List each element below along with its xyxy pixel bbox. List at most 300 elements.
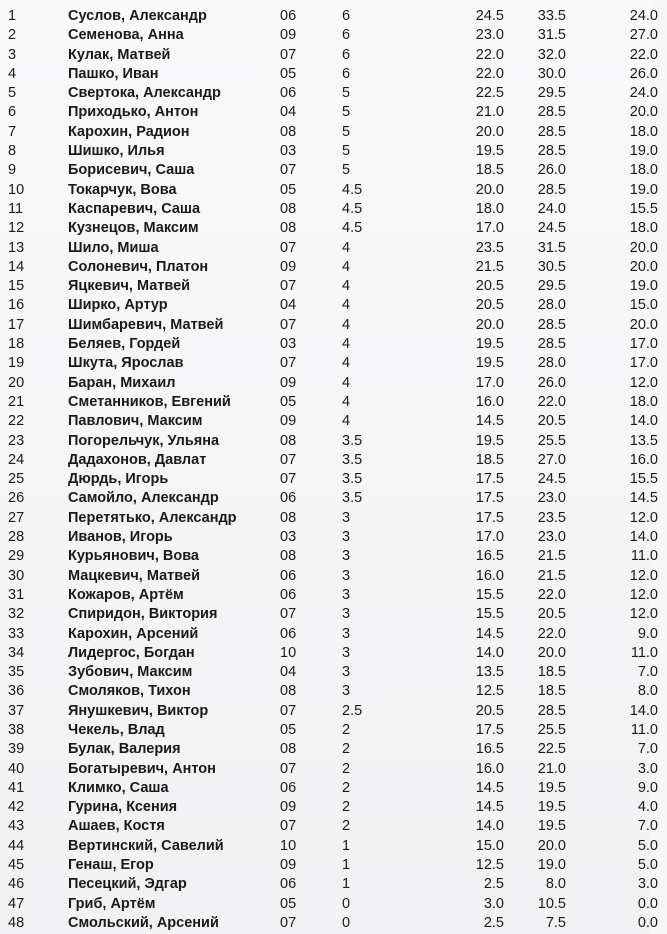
score-b-cell: 29.5 — [537, 278, 566, 295]
points-cell: 2.5 — [342, 702, 363, 719]
points-cell: 4 — [342, 297, 351, 314]
grade-cell: 07 — [280, 471, 297, 488]
player-name-cell: Булак, Валерия — [68, 741, 181, 758]
score-c-cell: 15.5 — [629, 471, 658, 488]
grade-cell: 07 — [280, 278, 297, 295]
table-row — [0, 296, 667, 315]
player-name-cell: Чекель, Влад — [68, 721, 165, 738]
score-a-cell: 20.5 — [475, 702, 504, 719]
score-b-cell: 18.5 — [537, 664, 566, 681]
grade-cell: 04 — [280, 664, 297, 681]
score-a-cell: 20.0 — [475, 123, 504, 140]
player-name-cell: Каспаревич, Саша — [68, 200, 201, 217]
score-a-cell: 16.0 — [475, 760, 504, 777]
table-row — [0, 219, 667, 238]
rank-cell: 12 — [8, 220, 25, 237]
player-name-cell: Дадахонов, Давлат — [68, 451, 207, 468]
points-cell: 2 — [342, 818, 351, 835]
score-a-cell: 17.5 — [475, 509, 504, 526]
points-cell: 3.5 — [342, 471, 363, 488]
table-row — [0, 567, 667, 586]
player-name-cell: Иванов, Игорь — [68, 529, 173, 546]
score-b-cell: 22.0 — [537, 586, 566, 603]
rank-cell: 13 — [8, 239, 25, 256]
score-b-cell: 33.5 — [537, 8, 566, 24]
score-a-cell: 17.5 — [475, 721, 504, 738]
grade-cell: 07 — [280, 606, 297, 623]
rank-cell: 36 — [8, 683, 25, 700]
player-name-cell: Борисевич, Саша — [68, 162, 195, 179]
rank-cell: 44 — [8, 837, 25, 854]
player-name-cell: Ашаев, Костя — [68, 818, 165, 835]
score-c-cell: 24.0 — [629, 85, 658, 102]
rank-cell: 9 — [8, 162, 17, 179]
rank-cell: 22 — [8, 413, 25, 430]
score-c-cell: 11.0 — [630, 644, 658, 661]
points-cell: 4 — [342, 374, 351, 391]
points-cell: 2 — [342, 760, 351, 777]
table-row — [0, 895, 667, 914]
player-name-cell: Кожаров, Артём — [68, 586, 184, 603]
score-a-cell: 18.5 — [475, 451, 504, 468]
score-a-cell: 15.5 — [475, 586, 504, 603]
rank-cell: 17 — [8, 316, 25, 333]
points-cell: 1 — [342, 857, 351, 874]
score-b-cell: 18.5 — [537, 683, 566, 700]
grade-cell: 07 — [280, 316, 297, 333]
grade-cell: 06 — [280, 779, 297, 796]
score-c-cell: 7.0 — [637, 818, 658, 835]
player-name-cell: Курьянович, Вова — [68, 548, 199, 565]
grade-cell: 09 — [280, 799, 297, 816]
score-c-cell: 9.0 — [637, 625, 658, 642]
player-name-cell: Погорельчук, Ульяна — [68, 432, 220, 449]
table-row — [0, 509, 667, 528]
score-c-cell: 20.0 — [629, 316, 658, 333]
score-b-cell: 31.5 — [537, 239, 566, 256]
rank-cell: 5 — [8, 85, 17, 102]
points-cell: 2 — [342, 779, 351, 796]
player-name-cell: Беляев, Гордей — [68, 336, 181, 353]
score-a-cell: 14.5 — [475, 779, 504, 796]
table-row — [0, 181, 667, 200]
rank-cell: 40 — [8, 760, 25, 777]
grade-cell: 09 — [280, 413, 297, 430]
grade-cell: 06 — [280, 85, 297, 102]
table-row — [0, 374, 667, 393]
table-row — [0, 84, 667, 103]
player-name-cell: Генаш, Егор — [68, 857, 154, 874]
player-name-cell: Зубович, Максим — [68, 664, 193, 681]
grade-cell: 07 — [280, 451, 297, 468]
points-cell: 3 — [342, 664, 351, 681]
grade-cell: 05 — [280, 181, 297, 198]
grade-cell: 08 — [280, 432, 297, 449]
score-c-cell: 20.0 — [629, 104, 658, 121]
points-cell: 3 — [342, 683, 351, 700]
score-c-cell: 16.0 — [629, 451, 658, 468]
score-c-cell: 15.5 — [629, 200, 658, 217]
score-a-cell: 17.5 — [475, 490, 504, 507]
score-c-cell: 15.0 — [629, 297, 658, 314]
table-row — [0, 26, 667, 45]
grade-cell: 04 — [280, 297, 297, 314]
points-cell: 4.5 — [342, 181, 363, 198]
table-row — [0, 470, 667, 489]
rank-cell: 28 — [8, 529, 25, 546]
player-name-cell: Сметанников, Евгений — [68, 393, 231, 410]
grade-cell: 03 — [280, 529, 297, 546]
player-name-cell: Кузнецов, Максим — [68, 220, 199, 237]
rank-cell: 7 — [8, 123, 17, 140]
score-b-cell: 28.5 — [537, 702, 566, 719]
score-b-cell: 26.0 — [537, 162, 566, 179]
grade-cell: 05 — [280, 721, 297, 738]
score-b-cell: 32.0 — [537, 46, 566, 63]
score-b-cell: 26.0 — [537, 374, 566, 391]
table-row — [0, 46, 667, 65]
rank-cell: 2 — [8, 27, 17, 44]
grade-cell: 03 — [280, 336, 297, 353]
score-a-cell: 19.5 — [475, 432, 504, 449]
score-a-cell: 21.5 — [475, 258, 504, 275]
score-c-cell: 7.0 — [637, 664, 658, 681]
grade-cell: 05 — [280, 895, 297, 912]
score-c-cell: 7.0 — [637, 741, 658, 758]
points-cell: 4 — [342, 355, 351, 372]
grade-cell: 10 — [280, 644, 297, 661]
grade-cell: 05 — [280, 65, 297, 82]
rank-cell: 47 — [8, 895, 25, 912]
score-b-cell: 20.5 — [537, 606, 566, 623]
score-b-cell: 28.0 — [537, 297, 566, 314]
grade-cell: 04 — [280, 104, 297, 121]
player-name-cell: Янушкевич, Виктор — [68, 702, 209, 719]
score-c-cell: 24.0 — [629, 8, 658, 24]
points-cell: 5 — [342, 162, 351, 179]
score-c-cell: 11.0 — [630, 721, 658, 738]
player-name-cell: Пашко, Иван — [68, 65, 159, 82]
table-row — [0, 489, 667, 508]
grade-cell: 09 — [280, 258, 297, 275]
table-row — [0, 798, 667, 817]
grade-cell: 09 — [280, 374, 297, 391]
player-name-cell: Токарчук, Вова — [68, 181, 177, 198]
player-name-cell: Климко, Саша — [68, 779, 169, 796]
player-name-cell: Шило, Миша — [68, 239, 159, 256]
rank-cell: 35 — [8, 664, 25, 681]
rank-cell: 11 — [8, 200, 24, 217]
score-a-cell: 22.0 — [475, 65, 504, 82]
table-row — [0, 142, 667, 161]
table-row — [0, 547, 667, 566]
player-name-cell: Карохин, Арсений — [68, 625, 199, 642]
table-row — [0, 393, 667, 412]
score-a-cell: 14.5 — [475, 413, 504, 430]
score-c-cell: 11.0 — [630, 548, 658, 565]
score-b-cell: 24.5 — [537, 220, 566, 237]
score-b-cell: 28.5 — [537, 336, 566, 353]
rank-cell: 32 — [8, 606, 25, 623]
points-cell: 3 — [342, 586, 351, 603]
rank-cell: 20 — [8, 374, 25, 391]
grade-cell: 07 — [280, 818, 297, 835]
score-b-cell: 19.5 — [537, 799, 566, 816]
score-b-cell: 20.5 — [537, 413, 566, 430]
table-row — [0, 239, 667, 258]
score-b-cell: 21.5 — [537, 548, 566, 565]
grade-cell: 06 — [280, 876, 297, 893]
player-name-cell: Самойло, Александр — [68, 490, 219, 507]
table-row — [0, 123, 667, 142]
player-name-cell: Шкута, Ярослав — [68, 355, 184, 372]
rank-cell: 6 — [8, 104, 17, 121]
rank-cell: 4 — [8, 65, 17, 82]
score-c-cell: 22.0 — [629, 46, 658, 63]
points-cell: 4 — [342, 336, 351, 353]
grade-cell: 09 — [280, 27, 297, 44]
score-b-cell: 8.0 — [545, 876, 566, 893]
score-a-cell: 14.0 — [475, 644, 504, 661]
points-cell: 4 — [342, 239, 351, 256]
table-row — [0, 316, 667, 335]
points-cell: 4 — [342, 258, 351, 275]
rank-cell: 18 — [8, 336, 25, 353]
table-row — [0, 432, 667, 451]
rank-cell: 43 — [8, 818, 25, 835]
score-c-cell: 17.0 — [629, 355, 658, 372]
grade-cell: 07 — [280, 760, 297, 777]
grade-cell: 07 — [280, 239, 297, 256]
points-cell: 3.5 — [342, 490, 363, 507]
score-c-cell: 26.0 — [629, 65, 658, 82]
table-row — [0, 914, 667, 933]
points-cell: 2 — [342, 799, 351, 816]
score-a-cell: 16.5 — [475, 548, 504, 565]
score-a-cell: 19.5 — [475, 143, 504, 160]
score-b-cell: 21.0 — [537, 760, 566, 777]
rank-cell: 16 — [8, 297, 25, 314]
grade-cell: 08 — [280, 548, 297, 565]
table-row — [0, 354, 667, 373]
player-name-cell: Свертока, Александр — [68, 85, 221, 102]
player-name-cell: Богатыревич, Антон — [68, 760, 216, 777]
player-name-cell: Смольский, Арсений — [68, 914, 219, 931]
score-c-cell: 19.0 — [629, 181, 658, 198]
grade-cell: 06 — [280, 8, 297, 24]
points-cell: 5 — [342, 104, 351, 121]
grade-cell: 10 — [280, 837, 297, 854]
rank-cell: 27 — [8, 509, 25, 526]
score-a-cell: 21.0 — [475, 104, 504, 121]
points-cell: 3.5 — [342, 432, 363, 449]
score-b-cell: 24.0 — [537, 200, 566, 217]
points-cell: 5 — [342, 85, 351, 102]
points-cell: 6 — [342, 46, 351, 63]
points-cell: 4 — [342, 393, 351, 410]
score-c-cell: 0.0 — [637, 914, 658, 931]
score-b-cell: 28.5 — [537, 316, 566, 333]
score-c-cell: 18.0 — [629, 220, 658, 237]
score-b-cell: 30.5 — [537, 258, 566, 275]
score-c-cell: 13.5 — [629, 432, 658, 449]
score-c-cell: 12.0 — [629, 374, 658, 391]
table-row — [0, 528, 667, 547]
player-name-cell: Кулак, Матвей — [68, 46, 171, 63]
grade-cell: 08 — [280, 220, 297, 237]
points-cell: 2 — [342, 741, 351, 758]
grade-cell: 08 — [280, 509, 297, 526]
grade-cell: 06 — [280, 490, 297, 507]
score-c-cell: 3.0 — [637, 760, 658, 777]
points-cell: 3 — [342, 625, 351, 642]
points-cell: 5 — [342, 123, 351, 140]
points-cell: 4.5 — [342, 200, 363, 217]
player-name-cell: Вертинский, Савелий — [68, 837, 224, 854]
rank-cell: 23 — [8, 432, 25, 449]
table-row — [0, 644, 667, 663]
rank-cell: 31 — [8, 586, 25, 603]
results-table — [0, 7, 667, 933]
points-cell: 1 — [342, 876, 351, 893]
grade-cell: 07 — [280, 162, 297, 179]
table-row — [0, 605, 667, 624]
player-name-cell: Гурина, Ксения — [68, 799, 178, 816]
player-name-cell: Мацкевич, Матвей — [68, 567, 200, 584]
table-row — [0, 721, 667, 740]
player-name-cell: Суслов, Александр — [68, 8, 207, 24]
rank-cell: 1 — [8, 8, 17, 24]
grade-cell: 08 — [280, 683, 297, 700]
score-b-cell: 20.0 — [537, 837, 566, 854]
score-a-cell: 24.5 — [475, 8, 504, 24]
points-cell: 2 — [342, 721, 351, 738]
score-c-cell: 19.0 — [629, 143, 658, 160]
score-a-cell: 12.5 — [475, 683, 504, 700]
table-row — [0, 161, 667, 180]
points-cell: 4 — [342, 278, 351, 295]
table-row — [0, 335, 667, 354]
rank-cell: 38 — [8, 721, 25, 738]
score-a-cell: 17.5 — [475, 471, 504, 488]
points-cell: 6 — [342, 27, 351, 44]
score-c-cell: 9.0 — [637, 779, 658, 796]
table-row — [0, 7, 667, 26]
table-row — [0, 760, 667, 779]
score-c-cell: 0.0 — [637, 895, 658, 912]
score-c-cell: 5.0 — [637, 837, 658, 854]
table-row — [0, 103, 667, 122]
score-a-cell: 15.5 — [475, 606, 504, 623]
rank-cell: 24 — [8, 451, 25, 468]
score-c-cell: 20.0 — [629, 239, 658, 256]
score-b-cell: 23.0 — [537, 529, 566, 546]
score-b-cell: 28.5 — [537, 181, 566, 198]
rank-cell: 25 — [8, 471, 25, 488]
score-c-cell: 3.0 — [637, 876, 658, 893]
score-c-cell: 8.0 — [637, 683, 658, 700]
rank-cell: 37 — [8, 702, 25, 719]
score-a-cell: 20.5 — [475, 297, 504, 314]
score-b-cell: 27.0 — [537, 451, 566, 468]
score-b-cell: 20.0 — [537, 644, 566, 661]
score-b-cell: 25.5 — [537, 432, 566, 449]
table-row — [0, 663, 667, 682]
rank-cell: 21 — [8, 393, 25, 410]
score-c-cell: 14.0 — [629, 702, 658, 719]
table-row — [0, 740, 667, 759]
score-a-cell: 14.5 — [475, 799, 504, 816]
score-c-cell: 20.0 — [629, 258, 658, 275]
score-c-cell: 14.0 — [629, 529, 658, 546]
points-cell: 4 — [342, 316, 351, 333]
results-table-body — [0, 7, 667, 933]
rank-cell: 14 — [8, 258, 25, 275]
score-b-cell: 25.5 — [537, 721, 566, 738]
score-b-cell: 22.5 — [537, 741, 566, 758]
points-cell: 6 — [342, 8, 351, 24]
points-cell: 4 — [342, 413, 351, 430]
score-a-cell: 3.0 — [483, 895, 504, 912]
grade-cell: 08 — [280, 123, 297, 140]
player-name-cell: Ширко, Артур — [68, 297, 168, 314]
table-row — [0, 586, 667, 605]
table-row — [0, 625, 667, 644]
player-name-cell: Шимбаревич, Матвей — [68, 316, 224, 333]
score-c-cell: 17.0 — [629, 336, 658, 353]
score-b-cell: 31.5 — [537, 27, 566, 44]
points-cell: 3 — [342, 509, 351, 526]
player-name-cell: Приходько, Антон — [68, 104, 199, 121]
score-b-cell: 22.0 — [537, 393, 566, 410]
score-a-cell: 13.5 — [475, 664, 504, 681]
rank-cell: 19 — [8, 355, 25, 372]
score-b-cell: 24.5 — [537, 471, 566, 488]
score-a-cell: 2.5 — [483, 914, 504, 931]
score-a-cell: 18.0 — [475, 200, 504, 217]
rank-cell: 30 — [8, 567, 25, 584]
score-c-cell: 4.0 — [637, 799, 658, 816]
points-cell: 0 — [342, 914, 351, 931]
score-b-cell: 23.5 — [537, 509, 566, 526]
score-a-cell: 17.0 — [475, 529, 504, 546]
table-row — [0, 412, 667, 431]
table-row — [0, 817, 667, 836]
score-a-cell: 17.0 — [475, 220, 504, 237]
score-b-cell: 7.5 — [545, 914, 566, 931]
score-c-cell: 18.0 — [629, 393, 658, 410]
score-a-cell: 22.5 — [475, 85, 504, 102]
table-row — [0, 856, 667, 875]
points-cell: 6 — [342, 65, 351, 82]
score-c-cell: 12.0 — [629, 586, 658, 603]
player-name-cell: Баран, Михаил — [68, 374, 176, 391]
score-a-cell: 20.0 — [475, 316, 504, 333]
rank-cell: 26 — [8, 490, 25, 507]
score-a-cell: 23.0 — [475, 27, 504, 44]
score-b-cell: 30.0 — [537, 65, 566, 82]
table-row — [0, 258, 667, 277]
player-name-cell: Лидергос, Богдан — [68, 644, 195, 661]
score-a-cell: 14.0 — [475, 818, 504, 835]
points-cell: 5 — [342, 143, 351, 160]
rank-cell: 3 — [8, 46, 17, 63]
points-cell: 1 — [342, 837, 351, 854]
grade-cell: 08 — [280, 741, 297, 758]
grade-cell: 06 — [280, 625, 297, 642]
score-a-cell: 12.5 — [475, 857, 504, 874]
score-b-cell: 29.5 — [537, 85, 566, 102]
